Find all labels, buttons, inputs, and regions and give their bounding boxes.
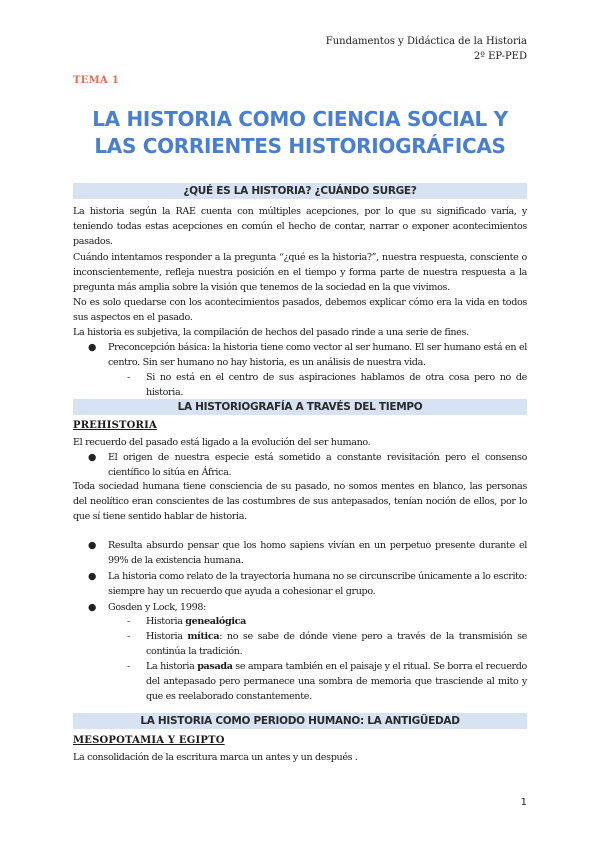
dash-text-bold: genealógica bbox=[185, 616, 246, 627]
subheading-prehistoria: PREHISTORIA bbox=[73, 420, 157, 431]
bullet-icon: ● bbox=[88, 602, 97, 613]
dash-text-bold: pasada bbox=[197, 661, 233, 672]
header-group: 2º EP-PED bbox=[473, 51, 527, 62]
header-course: Fundamentos y Didáctica de la Historia bbox=[325, 36, 527, 47]
dash-text-pre: La historia bbox=[146, 661, 198, 672]
section-heading-que-es: ¿QUÉ ES LA HISTORIA? ¿CUÁNDO SURGE? bbox=[73, 183, 527, 199]
page-title bbox=[60, 106, 540, 160]
bullet-icon: ● bbox=[88, 452, 97, 463]
section-heading-historiografia: LA HISTORIOGRAFÍA A TRAVÉS DEL TIEMPO bbox=[73, 399, 527, 415]
dash-text-post: : no se sabe de dónde viene pero a través de la transmisión se continúa la tradición. bbox=[146, 631, 527, 657]
bullet-text: La historia como relato de la trayectoria humana no se circunscribe únicamente a lo escrito: siempre hay un recuerdo que ayuda a cohesionar el grupo. bbox=[108, 571, 527, 597]
dash-text-pre: Historia bbox=[146, 616, 186, 627]
bullet-text: Gosden y Lock, 1998: bbox=[108, 602, 206, 613]
dash-text-post: se ampara también en el paisaje y el ritual. Se borra el recuerdo del antepasado pero permanece una sombra de memoria que trasciende al mito y que es reelaborado constantemente. bbox=[146, 661, 527, 702]
paragraph: La historia según la RAE cuenta con múltiples acepciones, por lo que su significado varía, y teniendo todas estas acepciones en común el hecho de contar, narrar o exponer acontecimientos pasados. bbox=[73, 206, 527, 247]
bullet-text: Preconcepción básica: la historia tiene como vector al ser humano. El ser humano está en el centro. Sin ser humano no hay historia, es un análisis de nuestra vida. bbox=[108, 342, 527, 368]
dash-text bbox=[146, 629, 527, 659]
dash-icon: - bbox=[127, 661, 131, 672]
dash-text bbox=[146, 614, 527, 629]
bullet-icon: ● bbox=[88, 342, 97, 353]
paragraph: La consolidación de la escritura marca un antes y un después . bbox=[73, 752, 358, 763]
bullet-text: El origen de nuestra especie está sometido a constante revisitación pero el consenso científico lo sitúa en África. bbox=[108, 452, 527, 478]
dash-text-bold: mítica bbox=[187, 631, 220, 642]
paragraph: La historia es subjetiva, la compilación de hechos del pasado rinde a una serie de fines. bbox=[73, 327, 469, 338]
title-line-2: LAS CORRIENTES HISTORIOGRÁFICAS bbox=[94, 134, 506, 158]
dash-text: Si no está en el centro de sus aspiraciones hablamos de otra cosa pero no de historia. bbox=[146, 372, 527, 398]
page-number: 1 bbox=[520, 797, 527, 808]
bullet-text: Resulta absurdo pensar que los homo sapiens vivían en un perpetuo presente durante el 99% de la existencia humana. bbox=[108, 540, 527, 566]
paragraph: El recuerdo del pasado está ligado a la evolución del ser humano. bbox=[73, 437, 371, 448]
dash-text-pre: Historia bbox=[146, 631, 188, 642]
dash-text bbox=[146, 659, 527, 704]
tema-label: TEMA 1 bbox=[73, 75, 120, 86]
page-header bbox=[326, 34, 527, 64]
dash-icon: - bbox=[127, 631, 131, 642]
section-heading-antiguedad: LA HISTORIA COMO PERIODO HUMANO: LA ANTIGÜEDAD bbox=[73, 713, 527, 729]
paragraph: Toda sociedad humana tiene consciencia de su pasado, no somos mentes en blanco, las personas del neolítico eran conscientes de las costumbres de sus antepasados, tenían noción de ellos, por lo que sí tiene sentido hablar de historia. bbox=[73, 481, 527, 522]
paragraph: Cuándo intentamos responder a la pregunta “¿qué es la historia?”, nuestra respuesta, consciente o inconscientemente, refleja nuestra posición en el tiempo y forma parte de nuestra respuesta a la pregunta más amplia sobre la visión que tenemos de la sociedad en la que vivimos. bbox=[73, 252, 527, 293]
bullet-icon: ● bbox=[88, 540, 97, 551]
title-line-1: LA HISTORIA COMO CIENCIA SOCIAL Y bbox=[92, 107, 508, 131]
dash-icon: - bbox=[127, 372, 131, 383]
subheading-mesopotamia: MESOPOTAMIA Y EGIPTO bbox=[73, 735, 225, 746]
paragraph: No es solo quedarse con los acontecimientos pasados, debemos explicar cómo era la vida en todos sus aspectos en el pasado. bbox=[73, 297, 527, 323]
bullet-icon: ● bbox=[88, 571, 97, 582]
dash-icon: - bbox=[127, 616, 131, 627]
